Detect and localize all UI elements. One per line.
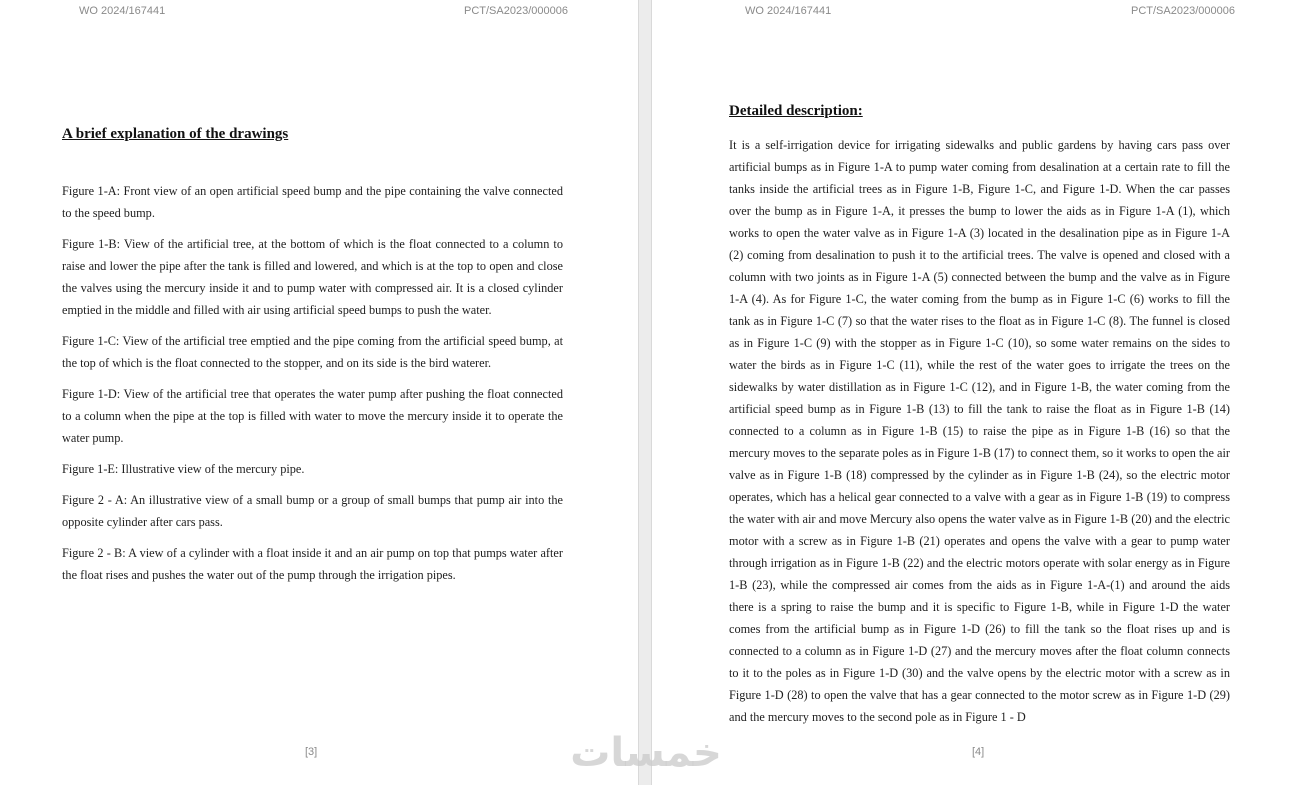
figure-1d-description: Figure 1-D: View of the artificial tree that operates the water pump after pushing the float connected to a column when the pipe at the top is filled with water to move the mercury inside it to operate the water pump. bbox=[62, 387, 563, 445]
left-header-application-number: PCT/SA2023/000006 bbox=[464, 5, 568, 17]
figure-1c-description: Figure 1-C: View of the artificial tree emptied and the pipe coming from the artificial speed bump, at the top of which is the float connected to the stopper, and on its side is the bird waterer. bbox=[62, 334, 563, 370]
right-header-application-number: PCT/SA2023/000006 bbox=[1131, 5, 1235, 17]
watermark-text: خمسات bbox=[570, 730, 722, 774]
figure-2a-description: Figure 2 - A: An illustrative view of a small bump or a group of small bumps that pump air into the opposite cylinder after cars pass. bbox=[62, 493, 563, 529]
khamsat-watermark-logo bbox=[566, 728, 726, 774]
left-header-publication-number: WO 2024/167441 bbox=[79, 5, 166, 17]
page-gutter bbox=[638, 0, 652, 785]
right-page-number: [4] bbox=[972, 746, 985, 758]
figure-1a-description: Figure 1-A: Front view of an open artificial speed bump and the pipe containing the valve connected to the speed bump. bbox=[62, 184, 563, 220]
left-page-heading: A brief explanation of the drawings bbox=[62, 126, 289, 142]
figure-1b-description: Figure 1-B: View of the artificial tree, at the bottom of which is the float connected to a column to raise and lower the pipe after the tank is filled and lowered, and which is at the top to open and close the valves using the mercury inside it and to pump water with compressed air. It is a closed cylinder emptied in the middle and filled with air using artificial speed bumps to push the water. bbox=[62, 237, 563, 317]
right-header-publication-number: WO 2024/167441 bbox=[745, 5, 832, 17]
left-page-number: [3] bbox=[305, 746, 318, 758]
detailed-description-body: It is a self-irrigation device for irrigating sidewalks and public gardens by having cars pass over artificial bumps as in Figure 1-A to pump water coming from desalination at a certain rate to fill the tanks inside the artificial trees as in Figure 1-B, Figure 1-C, and Figure 1-D. When the car passes over the bump as in Figure 1-A, it presses the bump to lower the aids as in Figure 1-A (1), which works to open the water valve as in Figure 1-A (3) located in the desalination pipe as in Figure 1-A (2) coming from desalination to push it to the artificial trees. The valve is opened and closed with a column with two joints as in Figure 1-A (5) connected between the bump and the valve as in Figure 1-A (4). As for Figure 1-C, the water coming from the bump as in Figure 1-C (6) works to fill the tank as in Figure 1-C (7) so that the water rises to the float as in Figure 1-C (8). The funnel is closed as in Figure 1-C (9) with the stopper as in Figure 1-C (10), so some water remains on the sides to water the birds as in Figure 1-C (11), while the rest of the water goes to irrigate the trees on the sidewalks by water distillation as in Figure 1-C (12), and in Figure 1-B, the water coming from the artificial speed bump as in Figure 1-B (13) to fill the tank to raise the float as in Figure 1-B (14) connected to a column as in Figure 1-B (15) to raise the pipe as in Figure 1-B (16) so that the mercury moves to the separate poles as in Figure 1-B (17) to connect them, so it works to open the air valve as in Figure 1-B (18) compressed by the cylinder as in Figure 1-B (24), so the electric motor operates, which has a helical gear connected to a valve with a gear as in Figure 1-B (19) to compress the water with air and move Mercury also opens the water valve as in Figure 1-B (20) and the electric motor with a screw as in Figure 1-B (21) operates and opens the valve with a gear to pump water through irrigation as in Figure 1-B (22) and the electric motors operate with solar energy as in Figure 1-B (23), while the compressed air comes from the aids as in Figure 1-A-(1) and around the aids there is a spring to raise the bump and it is specific to Figure 1-B, while in Figure 1-D the water comes from the artificial bump as in Figure 1-D (26) to fill the tank so the float rises up and is connected to a column as in Figure 1-D (27) and the mercury moves after the float column connects to it to the poles as in Figure 1-D (30) and the valve opens by the electric motor with a screw as in Figure 1-D (28) to open the valve that has a gear connected to the motor screw as in Figure 1-D (29) and the mercury moves to the second pole as in Figure 1 - D bbox=[729, 138, 1230, 724]
figure-2b-description: Figure 2 - B: A view of a cylinder with a float inside it and an air pump on top that pumps water after the float rises and pushes the water out of the pump through the irrigation pipes. bbox=[62, 546, 563, 582]
right-page-heading: Detailed description: bbox=[729, 103, 863, 119]
figure-1e-description: Figure 1-E: Illustrative view of the mercury pipe. bbox=[62, 462, 305, 476]
